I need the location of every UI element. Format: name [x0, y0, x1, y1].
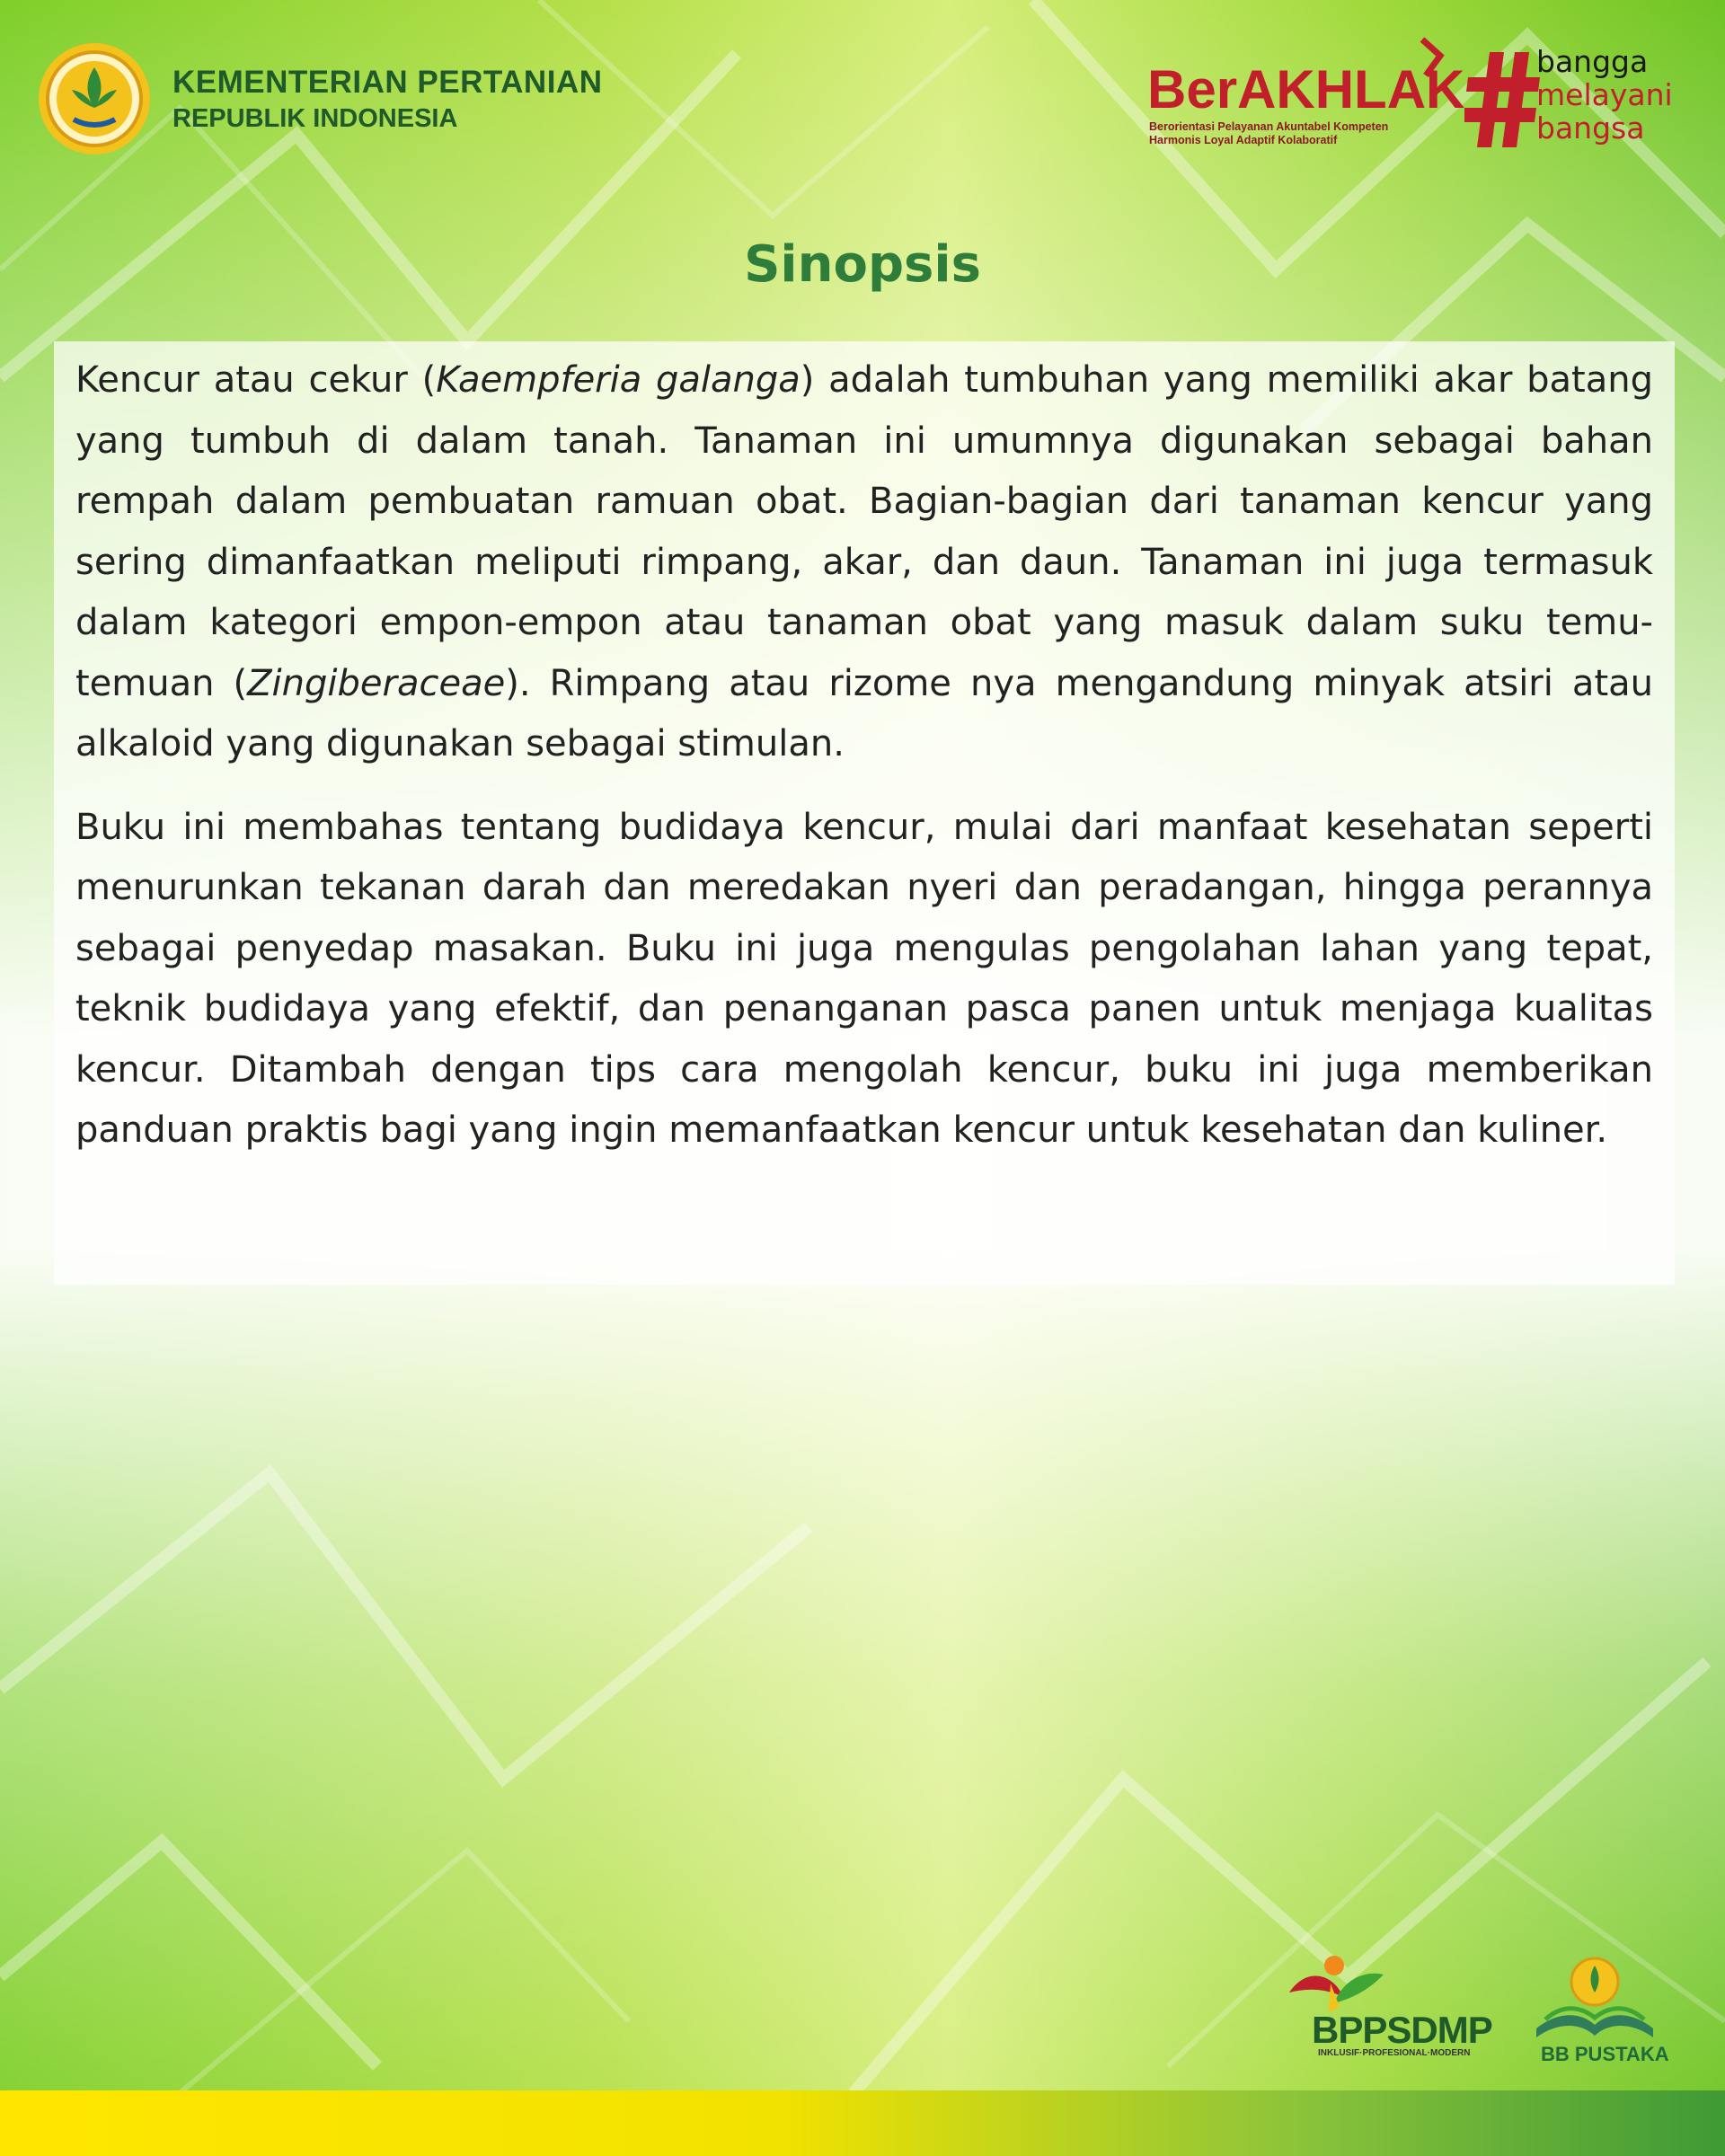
- bppsdmp-tagline: INKLUSIF·PROFESIONAL·MODERN: [1318, 2048, 1471, 2058]
- ministry-seal-logo: [36, 40, 153, 157]
- ministry-header: [36, 36, 602, 162]
- synopsis-paragraph-1: [75, 350, 1653, 775]
- melayani-word: melayani: [1536, 77, 1673, 112]
- berakhlak-description: [1149, 120, 1388, 147]
- p1-text-a: Kencur atau cekur (: [75, 359, 437, 401]
- berakhlak-logo: [1146, 36, 1465, 153]
- ministry-name-line2: REPUBLIK INDONESIA: [172, 103, 458, 133]
- bottom-color-bar: [0, 2090, 1725, 2156]
- p1-text-b: ) adalah tumbuhan yang memiliki akar batang yang tumbuh di dalam tanah. Tanaman ini umumnya digunakan sebagai bahan rempah dalam pembuatan ramuan obat. Bagian-bagian dari tanaman kencur yang sering dimanfaatkan meliputi rimpang, akar, dan daun. Tanaman ini juga termasuk dalam kategori empon-empon atau tanaman obat yang masuk dalam suku temu-temuan (: [75, 359, 1653, 704]
- bangga-melayani-bangsa-logo: [1464, 45, 1707, 153]
- bb-pustaka-wordmark: BB PUSTAKA: [1541, 2043, 1669, 2065]
- bangga-word: bangga: [1536, 44, 1649, 79]
- berakhlak-desc-line2: Harmonis Loyal Adaptif Kolaboratif: [1149, 134, 1338, 146]
- bangsa-word: bangsa: [1536, 110, 1645, 146]
- page-title: Sinopsis: [744, 235, 981, 294]
- scientific-name-kaempferia: Kaempferia galanga: [436, 359, 801, 401]
- synopsis-text: [75, 350, 1653, 1184]
- synopsis-paragraph-2: Buku ini membahas tentang budidaya kencur, mulai dari manfaat kesehatan seperti menurunkan tekanan darah dan meredakan nyeri dan peradangan, hingga perannya sebagai penyedap masakan. Buku ini juga mengulas pengolahan lahan yang tepat, teknik budidaya yang efektif, dan penanganan pasca panen untuk menjaga kualitas kencur. Ditambah dengan tips cara mengolah kencur, buku ini juga memberikan panduan praktis bagi yang ingin memanfaatkan kencur untuk kesehatan dan kuliner.: [75, 806, 1653, 1151]
- bppsdmp-wordmark: BPPSDMP: [1312, 2009, 1492, 2051]
- hashtag-icon: [1464, 50, 1541, 149]
- p1-text-c: ). Rimpang atau rizome nya mengandung minyak atsiri atau alkaloid yang digunakan sebagai stimulan.: [75, 662, 1653, 764]
- scientific-name-zingiberaceae: Zingiberaceae: [247, 662, 506, 704]
- berakhlak-word: BerAKHLAK: [1147, 59, 1465, 119]
- bppsdmp-leaf-icon: [1289, 1956, 1384, 2012]
- ministry-name-line1: KEMENTERIAN PERTANIAN: [172, 64, 603, 100]
- berakhlak-desc-line1: Berorientasi Pelayanan Akuntabel Kompeten: [1149, 120, 1389, 133]
- bb-pustaka-emblem-icon: [1536, 1958, 1653, 2037]
- footer-logos: [1280, 1948, 1703, 2065]
